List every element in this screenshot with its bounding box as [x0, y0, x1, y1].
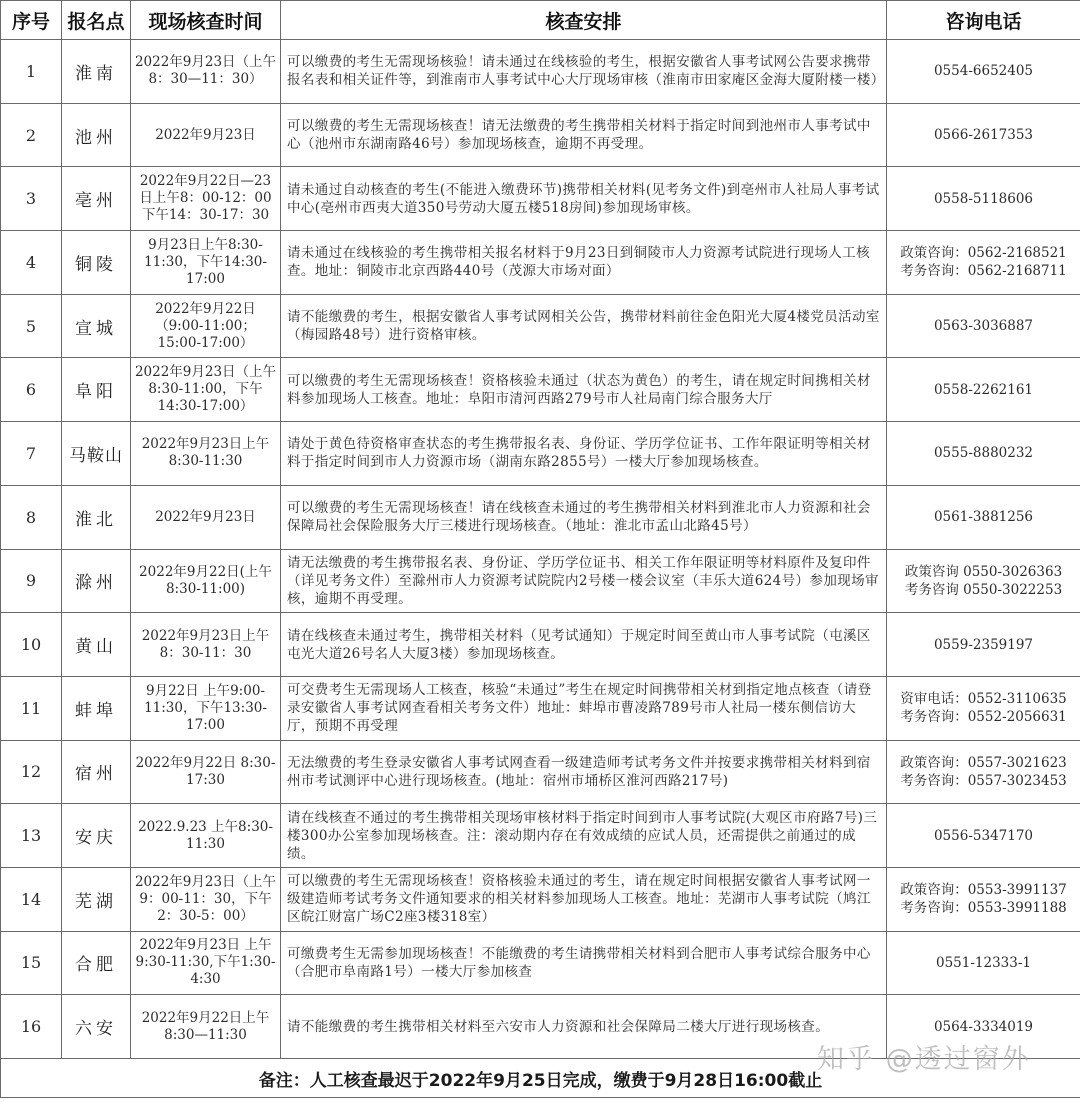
header-phone: 咨询电话 [887, 1, 1080, 40]
consult-phone [887, 103, 1080, 167]
phone-line: 考务咨询：0562-2168711 [900, 263, 1067, 280]
verification-time: 2022年9月22日—23日上午8：00-12：00下午14：30-17：30 [131, 167, 281, 231]
verification-time: 9月22日 上午9:00-11:30，下午13:30-17:00 [131, 676, 281, 740]
header-city: 报名点 [62, 1, 131, 40]
registration-city: 淮北 [62, 485, 131, 549]
row-number: 12 [1, 740, 62, 804]
registration-city: 滁州 [62, 549, 131, 613]
table-row [1, 103, 1080, 167]
verification-time: 2022年9月23日上午8:30-11:30 [131, 422, 281, 486]
phone-line: 0561-3881256 [933, 509, 1034, 526]
consult-phone [887, 294, 1080, 358]
verification-time: 2022年9月22日 8:30-17:30 [131, 740, 281, 804]
row-number: 5 [1, 294, 62, 358]
row-number: 10 [1, 613, 62, 677]
phone-line: 0559-2359197 [933, 636, 1034, 653]
verification-time: 2022年9月23日（上午9：00-11：30，下午2：30-5：00） [131, 867, 281, 931]
verification-arrangement: 可以缴费的考生无需现场核查！请无法缴费的考生携带相关材料于指定时间到池州市人事考试中心（池州市东湖南路46号）参加现场核查，逾期不再受理。 [281, 103, 887, 167]
row-number: 4 [1, 231, 62, 295]
table-row [1, 422, 1080, 486]
table-row [1, 549, 1080, 613]
consult-phone [887, 804, 1080, 868]
row-number: 15 [1, 931, 62, 995]
consult-phone [887, 740, 1080, 804]
verification-arrangement: 请在线核查未通过考生，携带相关材料（见考试通知）于规定时间至黄山市人事考试院（屯溪区屯光大道26号名人大厦3楼）参加现场核查。 [281, 613, 887, 677]
consult-phone [887, 867, 1080, 931]
footer-note: 备注：人工核查最迟于2022年9月25日完成，缴费于9月28日16:00截止 [1, 1059, 1080, 1098]
verification-arrangement: 可以缴费的考生无需现场核查！资格核验未通过（状态为黄色）的考生，请在规定时间携相关材料参加现场人工核查。地址：阜阳市清河西路279号市人社局南门综合服务大厅 [281, 358, 887, 422]
row-number: 14 [1, 867, 62, 931]
phone-line: 考务咨询：0557-3023453 [900, 772, 1067, 789]
phone-line: 政策咨询 0550-3026363 [904, 563, 1063, 580]
phone-line: 0551-12333-1 [935, 954, 1031, 971]
consult-phone [887, 549, 1080, 613]
registration-city: 淮南 [62, 40, 131, 104]
row-number: 1 [1, 40, 62, 104]
row-number: 9 [1, 549, 62, 613]
registration-city: 铜陵 [62, 231, 131, 295]
verification-time: 2022年9月23日 [131, 485, 281, 549]
table-row [1, 867, 1080, 931]
consult-phone [887, 613, 1080, 677]
verification-arrangement: 可交费考生无需现场人工核查，核验“未通过”考生在规定时间携带相关材到指定地点核查（请登录安徽省人事考试网查看相关考务文件）地址：蚌埠市曹凌路789号市人社局一楼东侧信访大厅，预期不再受理 [281, 676, 887, 740]
verification-time: 2022年9月23日（上午8：30—11：30） [131, 40, 281, 104]
zhihu-watermark: 知乎 @透过窗外 [817, 1044, 1031, 1075]
phone-line: 考务咨询：0552-2056631 [900, 709, 1067, 726]
table-row [1, 740, 1080, 804]
table-row [1, 40, 1080, 104]
phone-line: 0558-2262161 [933, 381, 1034, 398]
row-number: 7 [1, 422, 62, 486]
row-number: 6 [1, 358, 62, 422]
verification-time: 2022年9月23日（上午8:30-11:00，下午14:30-17:00） [131, 358, 281, 422]
header-no: 序号 [1, 1, 62, 40]
table-row [1, 613, 1080, 677]
verification-time: 2022年9月22日（9:00-11:00；15:00-17:00） [131, 294, 281, 358]
phone-line: 政策咨询：0557-3021623 [900, 754, 1067, 771]
verification-arrangement: 请无法缴费的考生携带报名表、身份证、学历学位证书、相关工作年限证明等材料原件及复印件（详见考务文件）至滁州市人力资源考试院院内2号楼一楼会议室（丰乐大道624号）参加现场审核，逾期不再受理。 [281, 549, 887, 613]
consult-phone [887, 358, 1080, 422]
table-row [1, 167, 1080, 231]
consult-phone [887, 485, 1080, 549]
phone-line: 0558-5118606 [933, 190, 1034, 207]
phone-line: 0563-3036887 [933, 318, 1034, 335]
verification-time: 9月23日上午8:30-11:30，下午14:30-17:00 [131, 231, 281, 295]
consult-phone [887, 167, 1080, 231]
registration-city: 安庆 [62, 804, 131, 868]
verification-time: 2022.9.23 上午8:30-11:30 [131, 804, 281, 868]
verification-arrangement: 请不能缴费的考生携带相关材料至六安市人力资源和社会保障局二楼大厅进行现场核查。 [281, 995, 887, 1059]
registration-city: 马鞍山 [62, 422, 131, 486]
registration-city: 亳州 [62, 167, 131, 231]
row-number: 2 [1, 103, 62, 167]
header-arrangement: 核查安排 [281, 1, 887, 40]
registration-city: 合肥 [62, 931, 131, 995]
consult-phone [887, 422, 1080, 486]
verification-arrangement: 请不能缴费的考生，根据安徽省人事考试网相关公告，携带材料前往金色阳光大厦4楼党员活动室（梅园路48号）进行资格审核。 [281, 294, 887, 358]
header-time: 现场核查时间 [131, 1, 281, 40]
verification-arrangement: 可以缴费的考生无需现场核查！请在线核查未通过的考生携带相关材料到淮北市人力资源和社会保障局社会保险服务大厅三楼进行现场核查。（地址：淮北市孟山北路45号） [281, 485, 887, 549]
phone-line: 资审电话：0552-3110635 [900, 691, 1067, 708]
verification-time: 2022年9月23日 [131, 103, 281, 167]
row-number: 16 [1, 995, 62, 1059]
table-header-row [1, 1, 1080, 40]
verification-arrangement: 请在线核查不通过的考生携带相关现场审核材料于指定时间到市人事考试院(大观区市府路7号)三楼300办公室参加现场核查。注：滚动期内存在有效成绩的应试人员，还需提供之前通过的成绩。 [281, 804, 887, 868]
verification-time: 2022年9月22日上午8:30—11:30 [131, 995, 281, 1059]
table-row [1, 804, 1080, 868]
phone-line: 考务咨询：0553-3991188 [900, 900, 1067, 917]
verification-arrangement: 请处于黄色待资格审查状态的考生携带报名表、身份证、学历学位证书、工作年限证明等相关材料于指定时间到市人力资源市场（湖南东路2855号）一楼大厅参加现场核查。 [281, 422, 887, 486]
consult-phone [887, 231, 1080, 295]
registration-city: 宿州 [62, 740, 131, 804]
verification-time: 2022年9月23日 上午9:30-11:30,下午1:30-4:30 [131, 931, 281, 995]
row-number: 8 [1, 485, 62, 549]
row-number: 13 [1, 804, 62, 868]
registration-city: 池州 [62, 103, 131, 167]
table-row [1, 676, 1080, 740]
phone-line: 0555-8880232 [933, 445, 1034, 462]
verification-arrangement: 请未通过在线核验的考生携带相关报名材料于9月23日到铜陵市人力资源考试院进行现场人工核查。地址：铜陵市北京西路440号（茂源大市场对面） [281, 231, 887, 295]
registration-city: 黄山 [62, 613, 131, 677]
verification-arrangement: 请未通过自动核查的考生(不能进入缴费环节)携带相关材料(见考务文件)到亳州市人社局人事考试中心(亳州市西夷大道350号劳动大厦五楼518房间)参加现场审核。 [281, 167, 887, 231]
registration-city: 六安 [62, 995, 131, 1059]
phone-line: 0566-2617353 [933, 127, 1034, 144]
table-row [1, 294, 1080, 358]
registration-city: 芜湖 [62, 867, 131, 931]
row-number: 3 [1, 167, 62, 231]
registration-city: 宣城 [62, 294, 131, 358]
verification-arrangement: 可以缴费的考生无需现场核查！资格核验未通过的考生，请在规定时间根据安徽省人事考试网一级建造师考试考务文件通知要求的相关材料参加现场人工核查。地址：芜湖市人事考试院（鸠江区皖江财富广场C2座3楼318室） [281, 867, 887, 931]
phone-line: 政策咨询：0553-3991137 [900, 882, 1067, 899]
registration-city: 阜阳 [62, 358, 131, 422]
table-row [1, 485, 1080, 549]
verification-arrangement: 可缴费考生无需参加现场核查！不能缴费的考生请携带相关材料到合肥市人事考试综合服务中心（合肥市阜南路1号）一楼大厅参加核查 [281, 931, 887, 995]
table-row [1, 931, 1080, 995]
consult-phone [887, 40, 1080, 104]
row-number: 11 [1, 676, 62, 740]
table-row [1, 231, 1080, 295]
verification-time: 2022年9月22日(上午8:30-11:00) [131, 549, 281, 613]
table-row [1, 358, 1080, 422]
phone-line: 0564-3334019 [933, 1018, 1034, 1035]
phone-line: 0556-5347170 [933, 827, 1034, 844]
registration-city: 蚌埠 [62, 676, 131, 740]
consult-phone [887, 931, 1080, 995]
verification-arrangement: 可以缴费的考生无需现场核验！请未通过在线核验的考生，根据安徽省人事考试网公告要求携带报名表和相关证件等，到淮南市人事考试中心大厅现场审核（淮南市田家庵区金海大厦附楼一楼） [281, 40, 887, 104]
phone-line: 政策咨询：0562-2168521 [900, 245, 1067, 262]
consult-phone [887, 676, 1080, 740]
phone-line: 考务咨询 0550-3022253 [904, 581, 1063, 598]
phone-line: 0554-6652405 [933, 63, 1034, 80]
verification-time: 2022年9月23日上午8：30-11：30 [131, 613, 281, 677]
verification-arrangement: 无法缴费的考生登录安徽省人事考试网查看一级建造师考试考务文件并按要求携带相关材料到宿州市考试测评中心进行现场核查。(地址：宿州市埇桥区淮河西路217号) [281, 740, 887, 804]
